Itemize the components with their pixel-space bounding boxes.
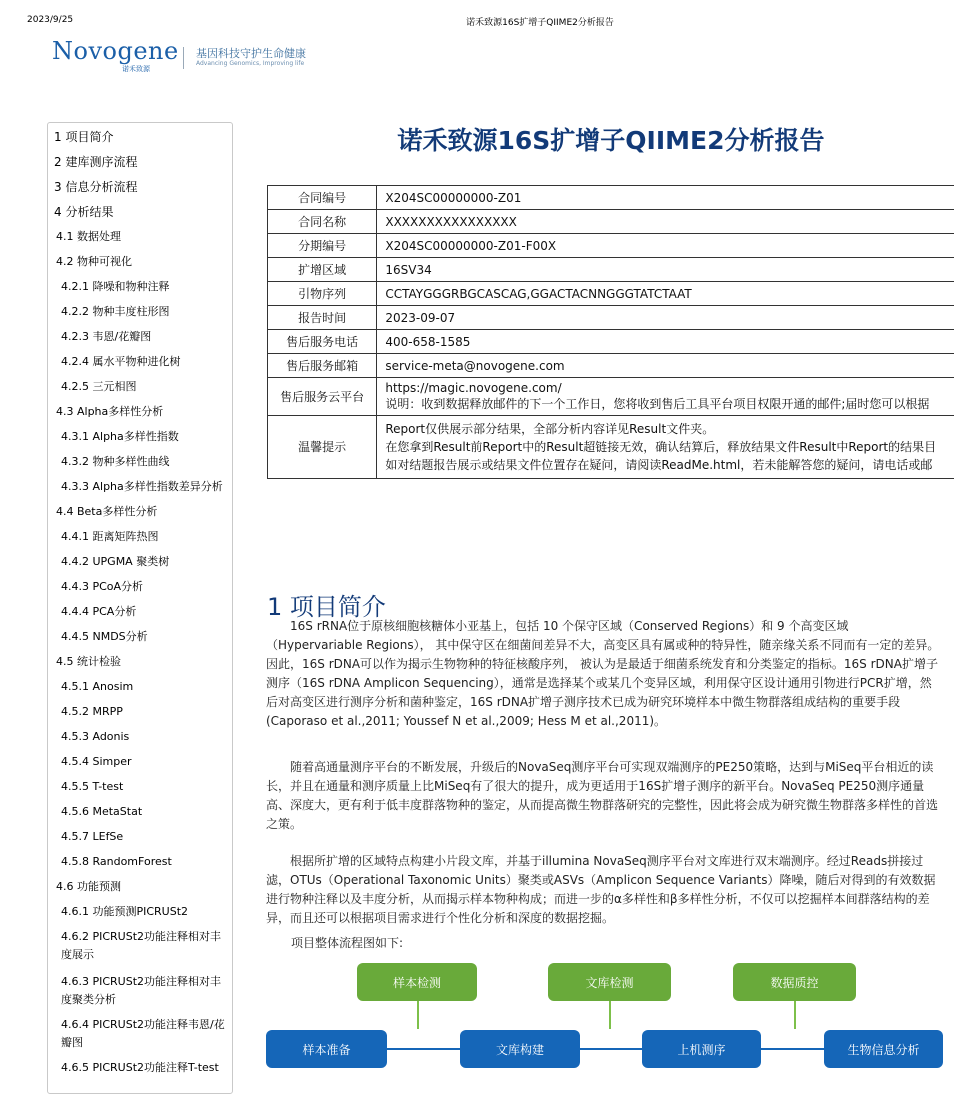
flow-box-sample-check: 样本检测	[357, 963, 477, 1001]
connector-line	[761, 1048, 825, 1050]
toc-item[interactable]: 4.3 Alpha多样性分析	[56, 403, 163, 421]
table-row	[268, 282, 954, 306]
toc-item[interactable]: 4.2.3 韦恩/花瓣图	[61, 328, 227, 346]
info-key: 引物序列	[268, 282, 377, 306]
toc-item[interactable]: 4.5.5 T-test	[61, 778, 227, 796]
flow-intro: 项目整体流程图如下:	[291, 934, 403, 951]
info-key: 售后服务云平台	[268, 378, 377, 416]
intro-paragraph-1: 16S rRNA位于原核细胞核糖体小亚基上，包括 10 个保守区域（Conserved Regions）和 9 个高变区域（Hypervariable Regions）， 其中保守区在细菌间差异不大，高变区具有属或种的特异性，随亲缘关系不同而有一定的差异。因此，16S rDNA可以作为揭示生物物种的特征核酸序列， 被认为是最适于细菌系统发育和分类鉴定的指标。16S rDNA扩增子测序（16S rDNA Amplicon Sequencing），通常是选择某个或某几个变异区域，利用保守区设计通用引物进行PCR扩增，然后对高变区进行测序分析和菌种鉴定，16S rDNA扩增子测序技术已成为研究环境样本中微生物群落组成结构的重要手段(Caporaso et al.,2011; Youssef N et al.,2009; Hess M et al.,2011)。	[266, 617, 942, 731]
connector-line	[387, 1048, 462, 1050]
print-date: 2023/9/25	[27, 15, 73, 25]
info-key: 温馨提示	[268, 416, 377, 479]
table-row	[268, 306, 954, 330]
toc-item[interactable]: 4 分析结果	[54, 203, 113, 221]
info-key: 合同名称	[268, 210, 377, 234]
toc-item[interactable]: 4.5.4 Simper	[61, 753, 227, 771]
toc-item[interactable]: 4.5.6 MetaStat	[61, 803, 227, 821]
toc-item[interactable]: 4.2.5 三元相图	[61, 378, 227, 396]
toc-item[interactable]: 4.6 功能预测	[56, 878, 121, 896]
toc-item[interactable]: 4.4.2 UPGMA 聚类树	[61, 553, 227, 571]
logo-slogan: 基因科技守护生命健康	[196, 45, 306, 61]
cloud-link[interactable]: https://magic.novogene.com/	[385, 381, 954, 395]
table-row	[268, 378, 954, 416]
info-value: 16SV34	[377, 258, 954, 282]
flow-box-bioinfo: 生物信息分析	[824, 1030, 943, 1068]
toc-item[interactable]: 4.4 Beta多样性分析	[56, 503, 157, 521]
project-info-table	[267, 185, 954, 479]
toc-item[interactable]: 4.6.1 功能预测PICRUSt2	[61, 903, 227, 921]
tip-line: Report仅供展示部分结果，全部分析内容详见Result文件夹。	[385, 420, 954, 438]
section-heading: 1 项目简介	[267, 587, 386, 622]
table-row	[268, 186, 954, 210]
table-row	[268, 354, 954, 378]
info-key: 报告时间	[268, 306, 377, 330]
info-value: X204SC00000000-Z01-F00X	[377, 234, 954, 258]
toc-item[interactable]: 4.5 统计检验	[56, 653, 121, 671]
toc-item[interactable]: 4.2.2 物种丰度柱形图	[61, 303, 227, 321]
toc-item[interactable]: 4.2.1 降噪和物种注释	[61, 278, 227, 296]
toc-item[interactable]: 4.2 物种可视化	[56, 253, 132, 271]
logo-slogan-en: Advancing Genomics, Improving life	[196, 60, 304, 67]
toc-item[interactable]: 4.4.4 PCA分析	[61, 603, 227, 621]
info-value	[377, 378, 954, 416]
toc-item[interactable]: 4.4.1 距离矩阵热图	[61, 528, 227, 546]
info-value: CCTAYGGGRBGCASCAG,GGACTACNNGGGTATCTAAT	[377, 282, 954, 306]
info-value: service-meta@novogene.com	[377, 354, 954, 378]
toc-item[interactable]: 4.1 数据处理	[56, 228, 121, 246]
cloud-note: 说明：收到数据释放邮件的下一个工作日，您将收到售后工具平台项目权限开通的邮件;届时您可以根据	[385, 395, 954, 412]
table-row	[268, 258, 954, 282]
novogene-logo	[52, 37, 179, 73]
report-title: 诺禾致源16S扩增子QIIME2分析报告	[268, 121, 954, 157]
tip-line: 如对结题报告展示或结果文件位置存在疑问，请阅读ReadMe.html，若未能解答您的疑问，请电话或邮	[385, 456, 954, 474]
toc-item[interactable]: 4.3.1 Alpha多样性指数	[61, 428, 227, 446]
info-value: 2023-09-07	[377, 306, 954, 330]
toc-item[interactable]: 4.5.3 Adonis	[61, 728, 227, 746]
toc-item[interactable]: 4.4.5 NMDS分析	[61, 628, 227, 646]
table-row	[268, 416, 954, 479]
print-title: 诺禾致源16S扩增子QIIME2分析报告	[0, 15, 954, 28]
toc-item[interactable]: 4.6.3 PICRUSt2功能注释相对丰度聚类分析	[61, 973, 227, 1009]
toc-item[interactable]: 4.2.4 属水平物种进化树	[61, 353, 227, 371]
toc-item[interactable]: 4.4.3 PCoA分析	[61, 578, 227, 596]
toc-item[interactable]: 4.6.2 PICRUSt2功能注释相对丰度展示	[61, 928, 227, 964]
toc-item[interactable]: 4.5.2 MRPP	[61, 703, 227, 721]
info-key: 分期编号	[268, 234, 377, 258]
tip-line: 在您拿到Result前Report中的Result超链接无效，确认结算后，释放结果文件Result中Report的结果目	[385, 438, 954, 456]
info-value	[377, 416, 954, 479]
flow-box-library-check: 文库检测	[548, 963, 671, 1001]
toc-item[interactable]: 4.6.5 PICRUSt2功能注释T-test	[61, 1059, 227, 1077]
logo-divider	[183, 47, 184, 69]
table-row	[268, 210, 954, 234]
flow-box-sample-prep: 样本准备	[266, 1030, 387, 1068]
intro-paragraph-3: 根据所扩增的区域特点构建小片段文库，并基于illumina NovaSeq测序平台对文库进行双末端测序。经过Reads拼接过滤，OTUs（Operational Taxonomic Units）聚类或ASVs（Amplicon Sequence Variants）降噪，随后对得到的有效数据进行物种注释以及丰度分析，从而揭示样本物种构成；而进一步的α多样性和β多样性分析，不仅可以挖掘样本间群落结构的差异，而且还可以根据项目需求进行个性化分析和深度的数据挖掘。	[266, 852, 942, 928]
toc-item[interactable]: 4.3.3 Alpha多样性指数差异分析	[61, 478, 227, 496]
table-row	[268, 330, 954, 354]
intro-paragraph-2: 随着高通量测序平台的不断发展，升级后的NovaSeq测序平台可实现双端测序的PE250策略，达到与MiSeq平台相近的读长，并且在通量和测序质量上比MiSeq有了很大的提升，成为更适用于16S扩增子测序的新平台。NovaSeq PE250测序通量高、深度大，更有利于低丰度群落物种的鉴定，从而提高微生物群落研究的完整性，因此将会成为研究微生物群落多样性的首选之策。	[266, 758, 942, 834]
toc-item[interactable]: 1 项目简介	[54, 128, 113, 146]
table-row	[268, 234, 954, 258]
info-key: 售后服务电话	[268, 330, 377, 354]
toc-item[interactable]: 4.5.8 RandomForest	[61, 853, 227, 871]
table-of-contents	[47, 122, 233, 1094]
toc-item[interactable]: 4.6.4 PICRUSt2功能注释韦恩/花瓣图	[61, 1016, 227, 1052]
toc-item[interactable]: 4.3.2 物种多样性曲线	[61, 453, 227, 471]
connector-line	[794, 1001, 796, 1029]
toc-item[interactable]: 2 建库测序流程	[54, 153, 137, 171]
flow-box-library-build: 文库构建	[460, 1030, 580, 1068]
info-key: 合同编号	[268, 186, 377, 210]
info-key: 售后服务邮箱	[268, 354, 377, 378]
connector-line	[609, 1001, 611, 1029]
toc-item[interactable]: 3 信息分析流程	[54, 178, 137, 196]
info-value: X204SC00000000-Z01	[377, 186, 954, 210]
logo-wordmark: Novogene	[52, 37, 179, 65]
flow-box-sequencing: 上机测序	[642, 1030, 761, 1068]
connector-line	[417, 1001, 419, 1029]
toc-item[interactable]: 4.5.1 Anosim	[61, 678, 227, 696]
info-value: XXXXXXXXXXXXXXXX	[377, 210, 954, 234]
info-key: 扩增区域	[268, 258, 377, 282]
info-value: 400-658-1585	[377, 330, 954, 354]
logo-chinese: 诺禾致源	[122, 64, 150, 74]
flow-box-data-qc: 数据质控	[733, 963, 856, 1001]
connector-line	[580, 1048, 644, 1050]
toc-item[interactable]: 4.5.7 LEfSe	[61, 828, 227, 846]
